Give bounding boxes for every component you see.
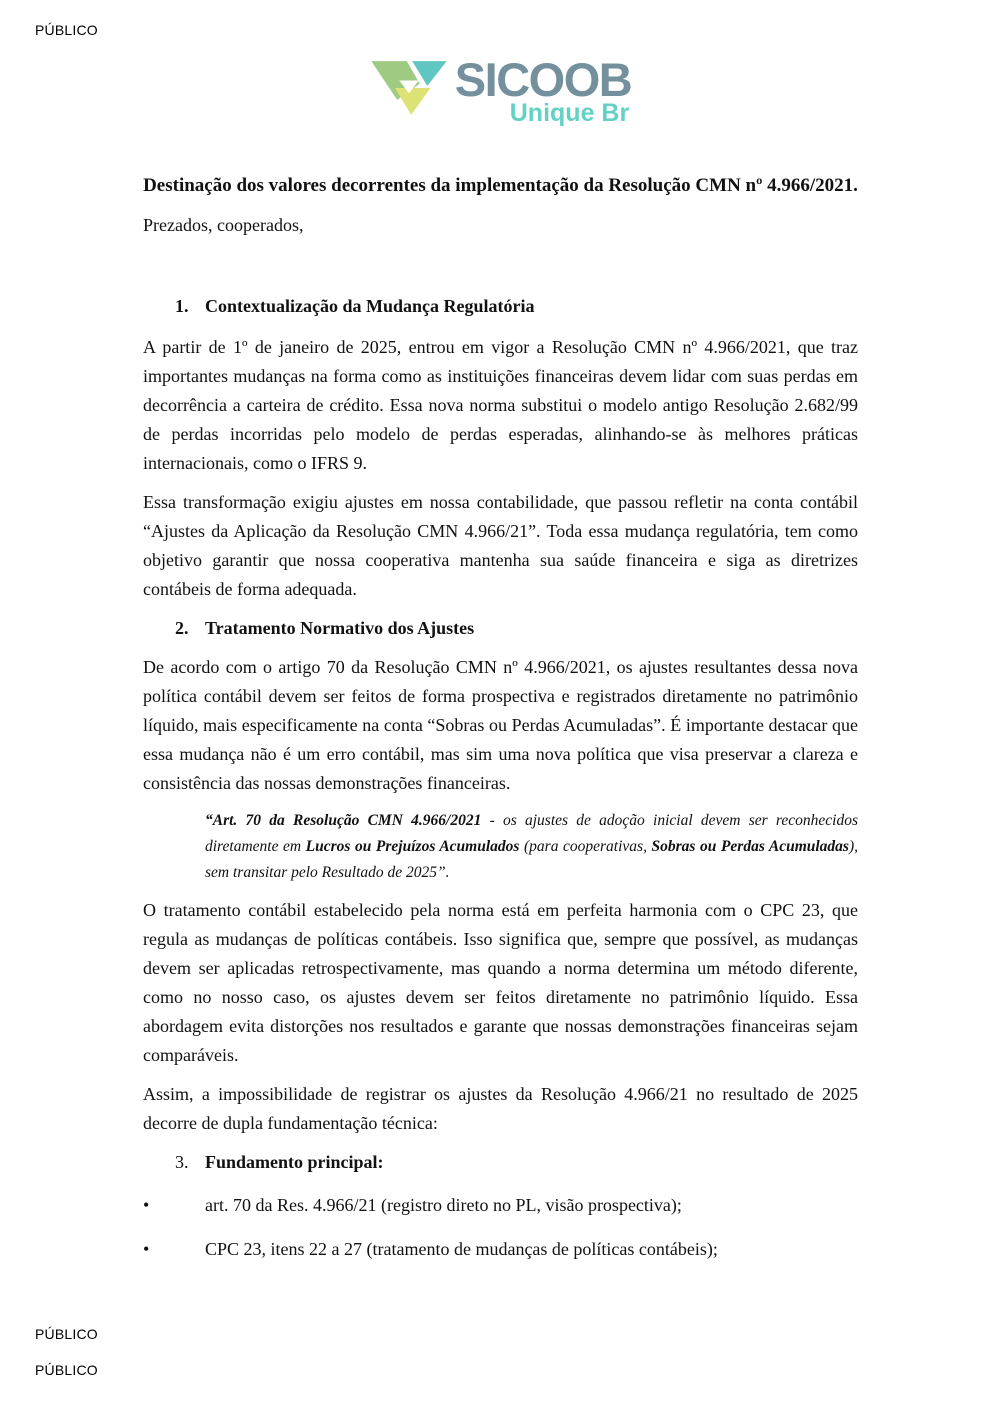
quote-text-2: (para cooperativas, [519, 838, 652, 855]
regulation-quote [205, 808, 858, 886]
classification-label-top: PÚBLICO [35, 22, 98, 38]
section-1-number: 1. [175, 296, 189, 316]
section-heading-3 [175, 1148, 858, 1177]
bullet-marker: • [143, 1195, 150, 1215]
bullet-1-text: art. 70 da Res. 4.966/21 (registro direto no PL, visão prospectiva); [205, 1195, 682, 1215]
paragraph-1: A partir de 1º de janeiro de 2025, entrou em vigor a Resolução CMN nº 4.966/2021, que traz importantes mudanças na forma como as instituições financeiras devem lidar com suas perdas em decorrência a carteira de crédito. Essa nova norma substitui o modelo antigo Resolução 2.682/99 de perdas incorridas pelo modelo de perdas esperadas, alinhando-se às melhores práticas internacionais, como o IFRS 9. [143, 337, 858, 473]
sicoob-wordmark: SICOOB [454, 53, 632, 106]
bullet-item-2 [143, 1235, 858, 1264]
paragraph-3: De acordo com o artigo 70 da Resolução CMN nº 4.966/2021, os ajustes resultantes dessa nova política contábil devem ser feitos de forma prospectiva e registrados diretamente no patrimônio líquido, mais especificamente na conta “Sobras ou Perdas Acumuladas”. É importante destacar que essa mudança não é um erro contábil, mas sim uma nova política que visa preservar a clareza e consistência das nossas demonstrações financeiras. [143, 657, 858, 793]
classification-label-bottom-2: PÚBLICO [35, 1362, 98, 1378]
section-1-label: Contextualização da Mudança Regulatória [205, 296, 535, 316]
quote-text-3: ), sem transitar pelo Resultado de 2025”. [205, 838, 859, 881]
paragraph-4: O tratamento contábil estabelecido pela norma está em perfeita harmonia com o CPC 23, que regula as mudanças de políticas contábeis. Isso significa que, sempre que possível, as mudanças devem ser aplicadas retrospectivamente, mas quando a norma determina um método diferente, como no nosso caso, os ajustes devem ser feitos diretamente no patrimônio líquido. Essa abordagem evita distorções nos resultados e garante que nossas demonstrações financeiras sejam comparáveis. [143, 900, 858, 1065]
section-3-number: 3. [175, 1152, 189, 1172]
section-2-number: 2. [175, 618, 189, 638]
bullet-2-text: CPC 23, itens 22 a 27 (tratamento de mudanças de políticas contábeis); [205, 1239, 718, 1259]
quote-text-1: - os ajustes de adoção inicial devem ser reconhecidos diretamente em [205, 812, 858, 855]
quote-article-ref: “Art. 70 da Resolução CMN 4.966/2021 [205, 812, 482, 829]
classification-label-bottom-1: PÚBLICO [35, 1326, 98, 1342]
section-3-label: Fundamento principal: [205, 1152, 384, 1172]
sicoob-logo-mark-icon [370, 60, 448, 116]
section-2-label: Tratamento Normativo dos Ajustes [205, 618, 475, 638]
section-heading-2 [175, 614, 858, 643]
sicoob-logo-text [454, 53, 632, 127]
sicoob-logo [143, 53, 858, 132]
quote-account-1: Lucros ou Prejuízos Acumulados [305, 838, 520, 855]
sicoob-unit-name: Unique Br [509, 99, 630, 127]
paragraph-5: Assim, a impossibilidade de registrar os ajustes da Resolução 4.966/21 no resultado de 2025 decorre de dupla fundamentação técnica: [143, 1084, 858, 1133]
document-title: Destinação dos valores decorrentes da implementação da Resolução CMN nº 4.966/2021. [143, 175, 858, 196]
bullet-marker: • [143, 1239, 150, 1259]
paragraph-2: Essa transformação exigiu ajustes em nossa contabilidade, que passou refletir na conta contábil “Ajustes da Aplicação da Resolução CMN 4.966/21”. Toda essa mudança regulatória, tem como objetivo garantir que nossa cooperativa mantenha sua saúde financeira e siga as diretrizes contábeis de forma adequada. [143, 492, 858, 599]
section-heading-1 [175, 292, 858, 321]
greeting-line: Prezados, cooperados, [143, 215, 304, 235]
quote-account-2: Sobras ou Perdas Acumuladas [651, 838, 849, 855]
bullet-item-1 [143, 1191, 858, 1220]
